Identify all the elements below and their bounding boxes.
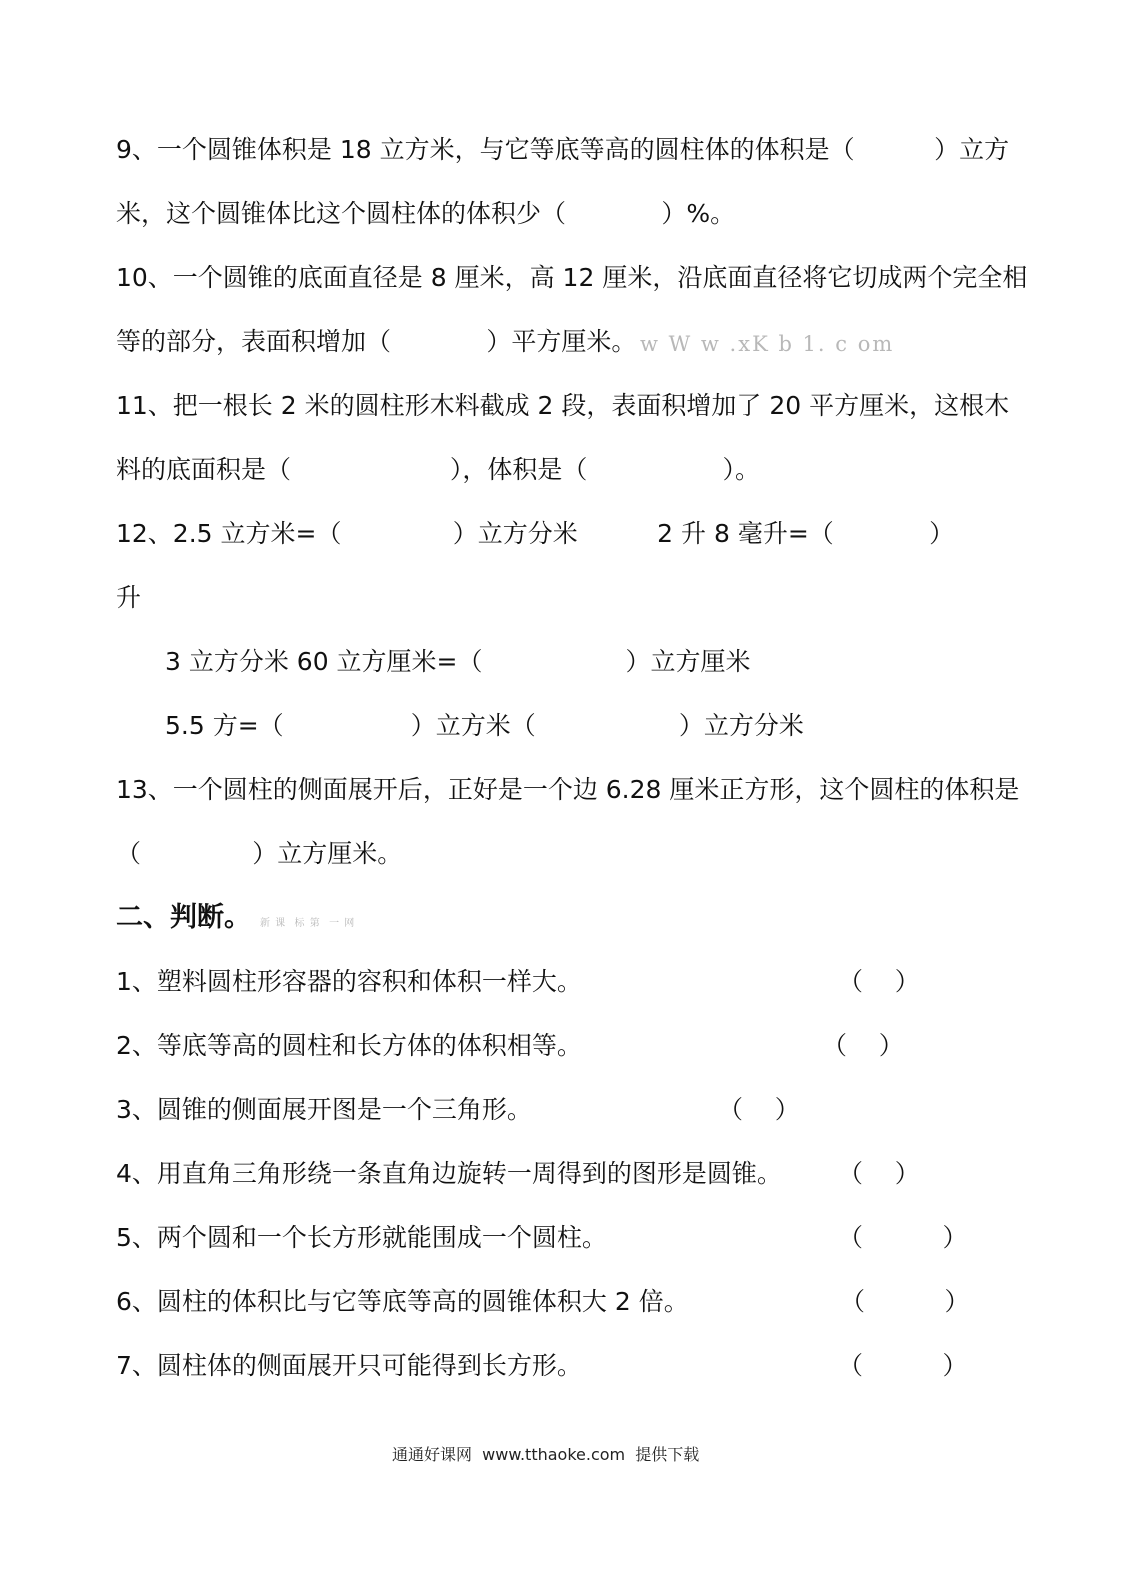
question-11-line-1: 11、把一根长 2 米的圆柱形木料截成 2 段，表面积增加了 20 平方厘米，这根木 (116, 391, 1010, 420)
question-10-line-1: 10、一个圆锥的底面直径是 8 厘米，高 12 厘米，沿底面直径将它切成两个完全相 (116, 263, 1028, 292)
question-9-line-2: 米，这个圆锥体比这个圆柱体的体积少（ ）%。 (116, 199, 736, 228)
question-13-line-1: 13、一个圆柱的侧面展开后，正好是一个边 6.28 厘米正方形，这个圆柱的体积是 (116, 775, 1020, 804)
judge-item-7-paren: （ ） (838, 1351, 968, 1380)
footer-source: 通通好课网 www.tthaoke.com 提供下载 (392, 1445, 700, 1464)
watermark-url: w W w .xK b 1. c om (640, 332, 895, 356)
judge-item-4-paren: （ ） (838, 1159, 920, 1188)
judge-item-5-text: 5、两个圆和一个长方形就能围成一个圆柱。 (116, 1223, 607, 1252)
section-title-judge: 二、判断。 (116, 902, 251, 933)
question-12-line-1: 12、2.5 立方米=（ ）立方分米 2 升 8 毫升=（ ） (116, 519, 955, 548)
judge-item-7-text: 7、圆柱体的侧面展开只可能得到长方形。 (116, 1351, 582, 1380)
question-11-line-2: 料的底面积是（ ），体积是（ ）。 (116, 455, 761, 484)
judge-item-3-text: 3、圆锥的侧面展开图是一个三角形。 (116, 1095, 532, 1124)
judge-item-5-paren: （ ） (838, 1223, 968, 1252)
question-12-line-2: 升 (116, 583, 142, 612)
judge-item-6-text: 6、圆柱的体积比与它等底等高的圆锥体积大 2 倍。 (116, 1287, 689, 1316)
question-12-line-4: 5.5 方=（ ）立方米（ ）立方分米 (165, 711, 804, 740)
watermark-small: 新 课 标 第 一 网 (260, 918, 356, 929)
judge-item-2-paren: （ ） (822, 1031, 904, 1060)
question-9-line-1: 9、一个圆锥体积是 18 立方米，与它等底等高的圆柱体的体积是（ ）立方 (116, 135, 1010, 164)
judge-item-6-paren: （ ） (840, 1287, 970, 1316)
question-12-line-3: 3 立方分米 60 立方厘米=（ ）立方厘米 (165, 647, 751, 676)
judge-item-1-text: 1、塑料圆柱形容器的容积和体积一样大。 (116, 967, 582, 996)
judge-item-3-paren: （ ） (718, 1095, 800, 1124)
judge-item-4-text: 4、用直角三角形绕一条直角边旋转一周得到的图形是圆锥。 (116, 1159, 782, 1188)
judge-item-2-text: 2、等底等高的圆柱和长方体的体积相等。 (116, 1031, 582, 1060)
question-10-line-2: 等的部分，表面积增加（ ）平方厘米。 (116, 327, 637, 356)
question-13-line-2: （ ）立方厘米。 (116, 839, 403, 868)
judge-item-1-paren: （ ） (838, 967, 920, 996)
